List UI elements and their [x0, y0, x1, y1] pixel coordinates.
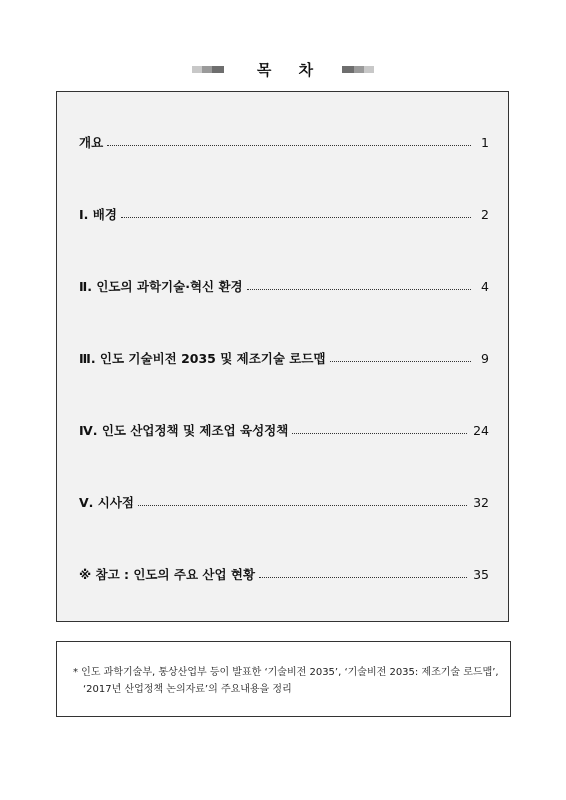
toc-item-innovation-environment[interactable]	[79, 278, 489, 296]
source-note-box	[56, 641, 511, 717]
toc-item-overview[interactable]	[79, 134, 489, 152]
toc-item-tech-vision-roadmap[interactable]	[79, 350, 489, 368]
toc-item-industrial-policy[interactable]	[79, 422, 489, 440]
source-note: * 인도 과학기술부, 통상산업부 등이 발표한 ‘기술비전 2035’, ‘기술비전 2035: 제조기술 로드맵’, ‘2017년 산업정책 논의자료’의 주요내용을 정리	[73, 667, 499, 695]
toc-item-label: ※ 참고 : 인도의 주요 산업 현황	[79, 567, 256, 582]
toc-item-page: 24	[473, 423, 489, 438]
page-title: 목 차	[256, 61, 316, 79]
table-of-contents	[56, 91, 509, 622]
toc-item-page: 2	[481, 207, 489, 222]
toc-leader-dots	[138, 494, 467, 506]
toc-item-page: 1	[481, 135, 489, 150]
toc-item-reference-industries[interactable]	[79, 566, 489, 584]
toc-item-background[interactable]	[79, 206, 489, 224]
toc-leader-dots	[292, 422, 467, 434]
toc-item-implications[interactable]	[79, 494, 489, 512]
title-decoration-right	[342, 66, 374, 73]
toc-item-label: Ⅱ. 인도의 과학기술·혁신 환경	[79, 279, 243, 294]
toc-item-label: Ⅳ. 인도 산업정책 및 제조업 육성정책	[79, 423, 289, 438]
toc-leader-dots	[247, 278, 471, 290]
toc-item-page: 4	[481, 279, 489, 294]
toc-leader-dots	[121, 206, 471, 218]
toc-item-page: 35	[473, 567, 489, 582]
toc-item-label: Ⅴ. 시사점	[79, 495, 134, 510]
toc-leader-dots	[259, 566, 467, 578]
toc-item-page: 9	[481, 351, 489, 366]
title-decoration-left	[192, 66, 224, 73]
toc-leader-dots	[330, 350, 471, 362]
toc-item-label: 개요	[79, 135, 104, 150]
title-row	[0, 60, 566, 82]
toc-item-label: Ⅰ. 배경	[79, 207, 117, 222]
toc-item-page: 32	[473, 495, 489, 510]
toc-item-label: Ⅲ. 인도 기술비전 2035 및 제조기술 로드맵	[79, 351, 326, 366]
toc-leader-dots	[107, 134, 471, 146]
